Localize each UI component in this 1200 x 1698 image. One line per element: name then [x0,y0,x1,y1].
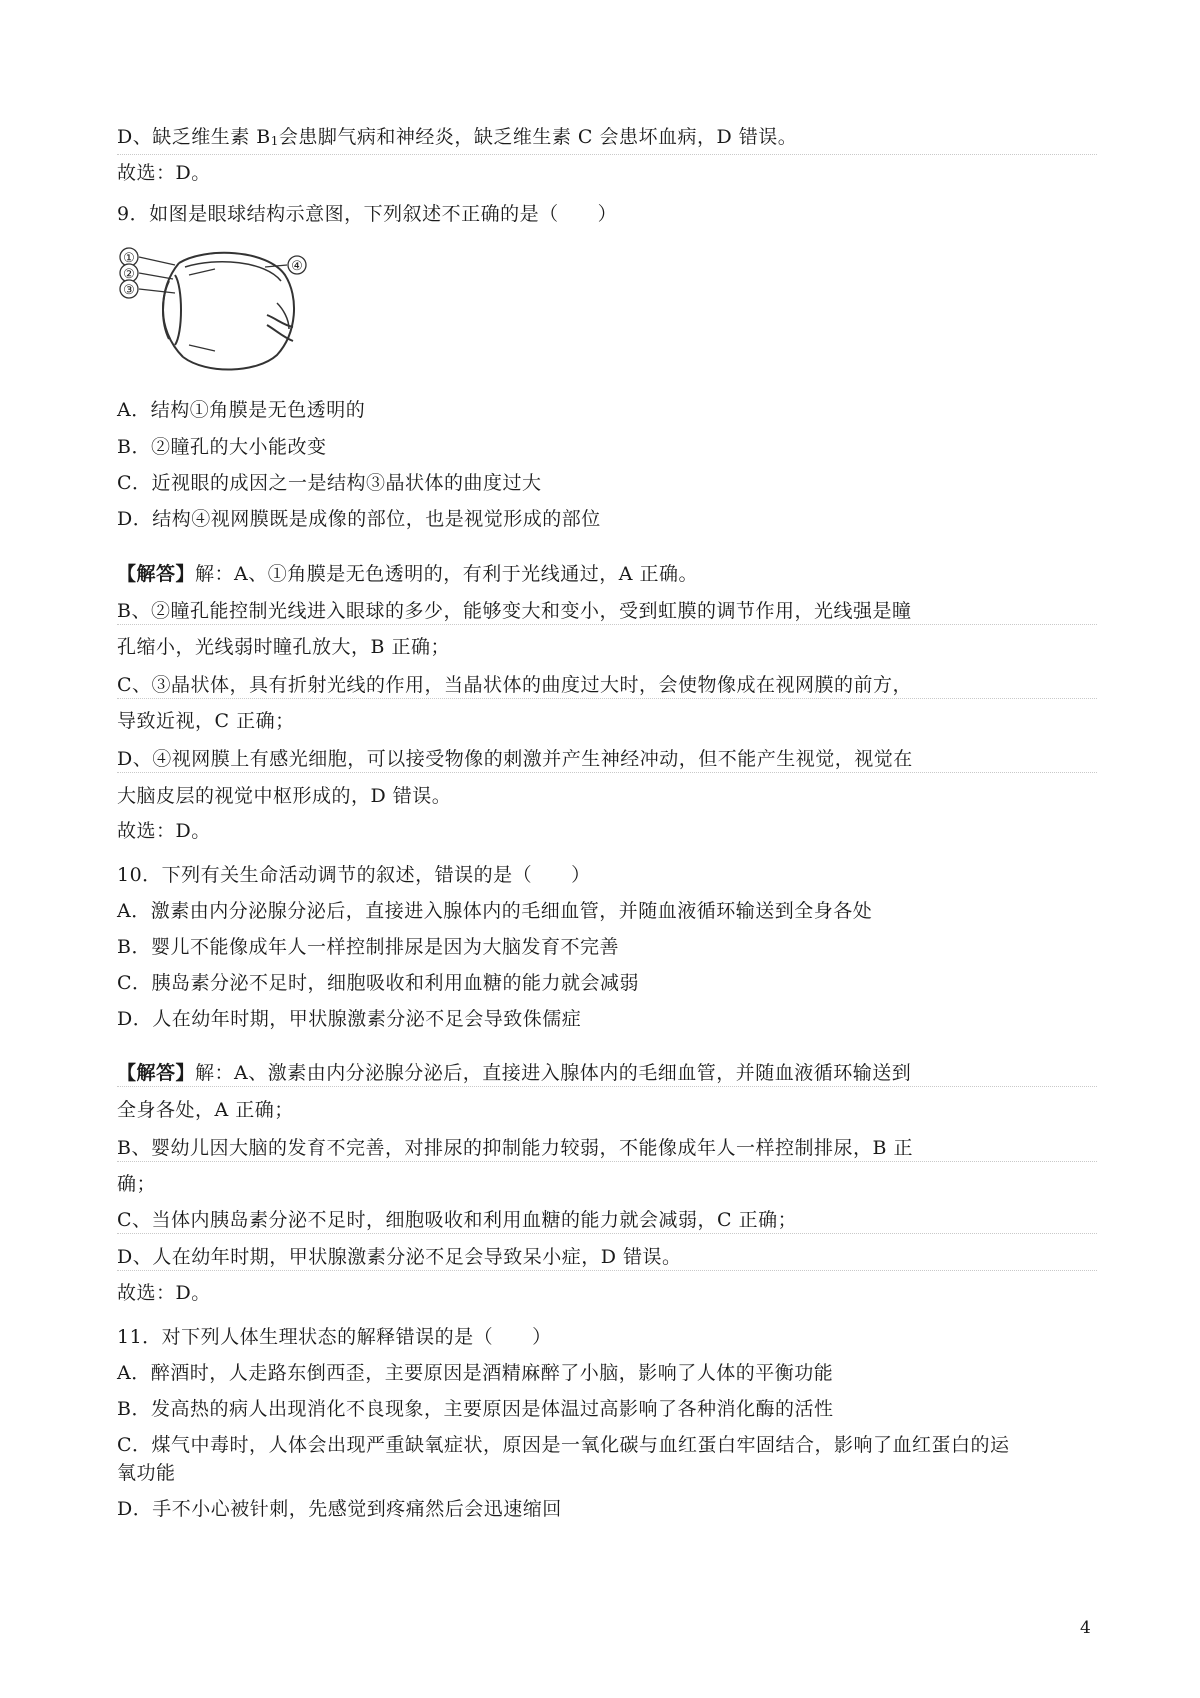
q11-option-a: A．醉酒时，人走路东倒西歪，主要原因是酒精麻醉了小脑，影响了人体的平衡功能 [117,1362,834,1384]
q11-option-d: D．手不小心被针刺，先感觉到疼痛然后会迅速缩回 [117,1498,562,1520]
q9-option-d: D．结构④视网膜既是成像的部位，也是视觉形成的部位 [117,508,601,530]
prev-option-d [117,124,1097,155]
q10-stem: 10．下列有关生命活动调节的叙述，错误的是（ ） [117,864,591,886]
text-run: 会患脚气病和神经炎，缺乏维生素 C 会患坏血病，D 错误。 [278,126,798,148]
subscript: 1 [270,134,279,148]
q10-option-c: C．胰岛素分泌不足时，细胞吸收和利用血糖的能力就会减弱 [117,972,640,994]
q10-answer-a2: 全身各处，A 正确； [117,1099,294,1121]
q9-answer-d2: 大脑皮层的视觉中枢形成的，D 错误。 [117,785,452,807]
q10-answer-c: C、当体内胰岛素分泌不足时，细胞吸收和利用血糖的能力就会减弱，C 正确； [117,1207,1097,1234]
eyeball-diagram [117,245,317,375]
answer-tag: 【解答】 [117,1062,196,1084]
q10-option-d: D．人在幼年时期，甲状腺激素分泌不足会导致侏儒症 [117,1008,582,1030]
text-run: 解：A、①角膜是无色透明的，有利于光线通过，A 正确。 [195,563,698,585]
label-2: ② [123,267,135,282]
q10-option-a: A．激素由内分泌腺分泌后，直接进入腺体内的毛细血管，并随血液循环输送到全身各处 [117,900,873,922]
q11-stem: 11．对下列人体生理状态的解释错误的是（ ） [117,1326,552,1348]
q10-choice: 故选：D。 [117,1282,211,1304]
text-run: 解：A、激素由内分泌腺分泌后，直接进入腺体内的毛细血管，并随血液循环输送到 [195,1062,912,1084]
label-3: ③ [123,283,135,298]
q9-answer-c2: 导致近视，C 正确； [117,710,295,732]
q9-stem: 9．如图是眼球结构示意图，下列叙述不正确的是（ ） [117,203,618,225]
q9-option-c: C．近视眼的成因之一是结构③晶状体的曲度过大 [117,472,542,494]
text-run: D、缺乏维生素 B [117,126,271,148]
prev-choice: 故选：D。 [117,162,211,184]
q9-answer-b1: B、②瞳孔能控制光线进入眼球的多少，能够变大和变小，受到虹膜的调节作用，光线强是瞳 [117,598,1097,625]
answer-tag: 【解答】 [117,563,196,585]
q11-option-c2: 氧功能 [117,1462,176,1484]
q9-answer-c1: C、③晶状体，具有折射光线的作用，当晶状体的曲度过大时，会使物像成在视网膜的前方， [117,672,1097,699]
q11-option-b: B．发高热的病人出现消化不良现象，主要原因是体温过高影响了各种消化酶的活性 [117,1398,834,1420]
label-4: ④ [291,259,303,274]
q9-answer-d1: D、④视网膜上有感光细胞，可以接受物像的刺激并产生神经冲动，但不能产生视觉，视觉在 [117,746,1097,773]
q10-answer-d: D、人在幼年时期，甲状腺激素分泌不足会导致呆小症，D 错误。 [117,1244,1097,1271]
q10-answer-b1: B、婴幼儿因大脑的发育不完善，对排尿的抑制能力较弱，不能像成年人一样控制排尿，B 正 [117,1135,1097,1162]
q9-answer-line [117,561,1097,587]
q9-option-a: A．结构①角膜是无色透明的 [117,399,366,421]
page-number: 4 [1080,1618,1091,1638]
q10-answer-line [117,1060,1097,1087]
q10-option-b: B．婴儿不能像成年人一样控制排尿是因为大脑发育不完善 [117,936,619,958]
q9-option-b: B．②瞳孔的大小能改变 [117,436,327,458]
q11-option-c1: C．煤气中毒时，人体会出现严重缺氧症状，原因是一氧化碳与血红蛋白牢固结合，影响了血红蛋白的运 [117,1434,1010,1456]
q10-answer-b2: 确； [117,1173,157,1195]
q9-choice: 故选：D。 [117,820,211,842]
label-1: ① [123,251,135,266]
q9-answer-b2: 孔缩小，光线弱时瞳孔放大，B 正确； [117,636,451,658]
